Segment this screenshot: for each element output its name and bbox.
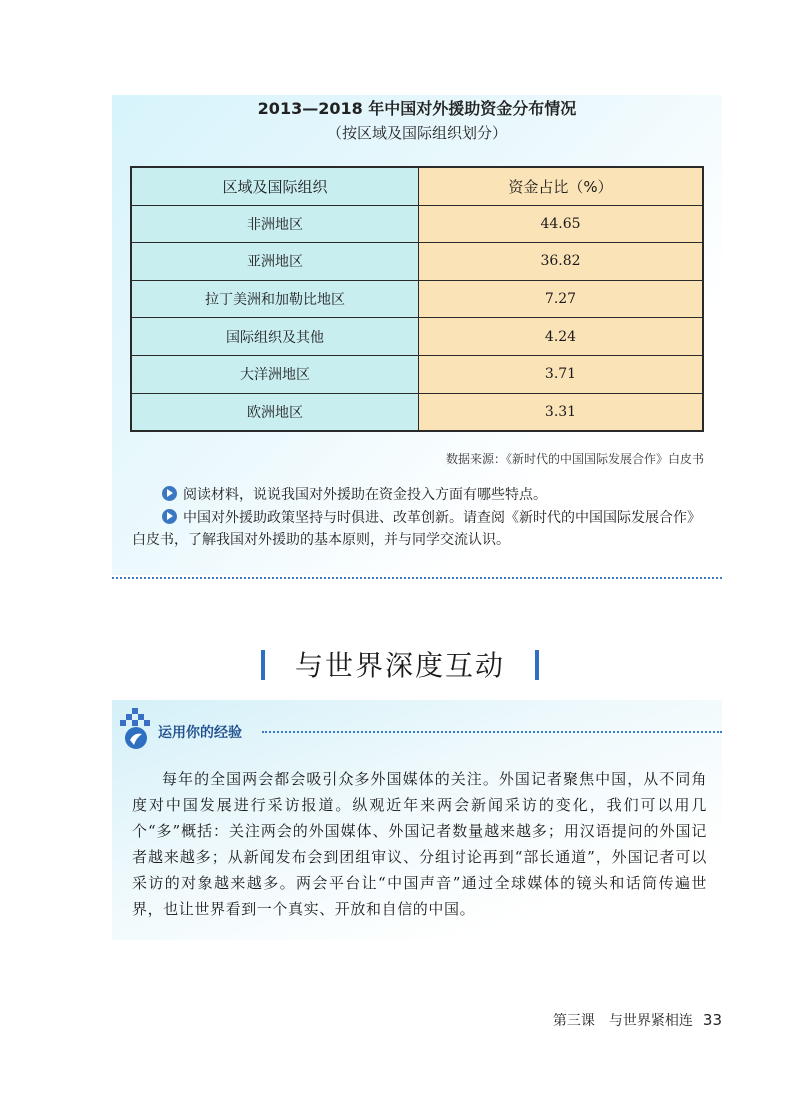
experience-badge-icon [116, 708, 156, 750]
footer-lesson-title: 第三课 与世界紧相连 [552, 1013, 693, 1029]
section-title: 与世界深度互动 [294, 649, 505, 682]
region-cell: 欧洲地区 [131, 393, 419, 431]
page-footer [553, 1010, 722, 1030]
subsection-title: 运用你的经验 [158, 725, 242, 741]
play-arrow-icon [162, 509, 177, 524]
question-1 [132, 484, 712, 506]
page-number: 33 [702, 1011, 722, 1029]
table-title: 2013—2018 年中国对外援助资金分布情况 [257, 99, 577, 118]
table-row [131, 318, 703, 356]
heading-bar-right [535, 650, 539, 680]
subsection-dotted-line [262, 731, 722, 733]
share-cell: 36.82 [419, 243, 704, 281]
table-row [131, 205, 703, 243]
aid-distribution-table [130, 166, 704, 432]
share-cell: 3.31 [419, 393, 704, 431]
table-row [131, 355, 703, 393]
table-row [131, 243, 703, 281]
question-2-text: 中国对外援助政策坚持与时俱进、改革创新。请查阅《新时代的中国国际发展合作》白皮书，了解我国对外援助的基本原则，并与同学交流认识。 [132, 510, 701, 548]
share-cell: 7.27 [419, 280, 704, 318]
table-row [131, 280, 703, 318]
data-source: 数据来源：《新时代的中国国际发展合作》白皮书 [445, 452, 704, 466]
heading-bar-left [261, 650, 265, 680]
table-subtitle: （按区域及国际组织划分） [326, 124, 507, 142]
share-cell: 4.24 [419, 318, 704, 356]
table-header-row [131, 167, 703, 205]
play-arrow-icon [162, 486, 177, 501]
section-heading [0, 644, 800, 684]
header-region: 区域及国际组织 [131, 167, 419, 205]
header-share: 资金占比（%） [419, 167, 704, 205]
question-1-text: 阅读材料，说说我国对外援助在资金投入方面有哪些特点。 [183, 487, 547, 503]
region-cell: 大洋洲地区 [131, 355, 419, 393]
region-cell: 非洲地区 [131, 205, 419, 243]
region-cell: 亚洲地区 [131, 243, 419, 281]
dotted-divider [112, 577, 722, 579]
table-row [131, 393, 703, 431]
region-cell: 国际组织及其他 [131, 318, 419, 356]
question-2 [132, 507, 712, 551]
region-cell: 拉丁美洲和加勒比地区 [131, 280, 419, 318]
experience-paragraph: 每年的全国两会都会吸引众多外国媒体的关注。外国记者聚焦中国，从不同角度对中国发展进行采访报道。纵观近年来两会新闻采访的变化，我们可以用几个“多”概括：关注两会的外国媒体、外国记者数量越来越多；用汉语提问的外国记者越来越多；从新闻发布会到团组审议、分组讨论再到“部长通道”，外国记者可以采访的对象越来越多。两会平台让“中国声音”通过全球媒体的镜头和话筒传遍世界，也让世界看到一个真实、开放和自信的中国。 [132, 770, 707, 918]
share-cell: 3.71 [419, 355, 704, 393]
share-cell: 44.65 [419, 205, 704, 243]
